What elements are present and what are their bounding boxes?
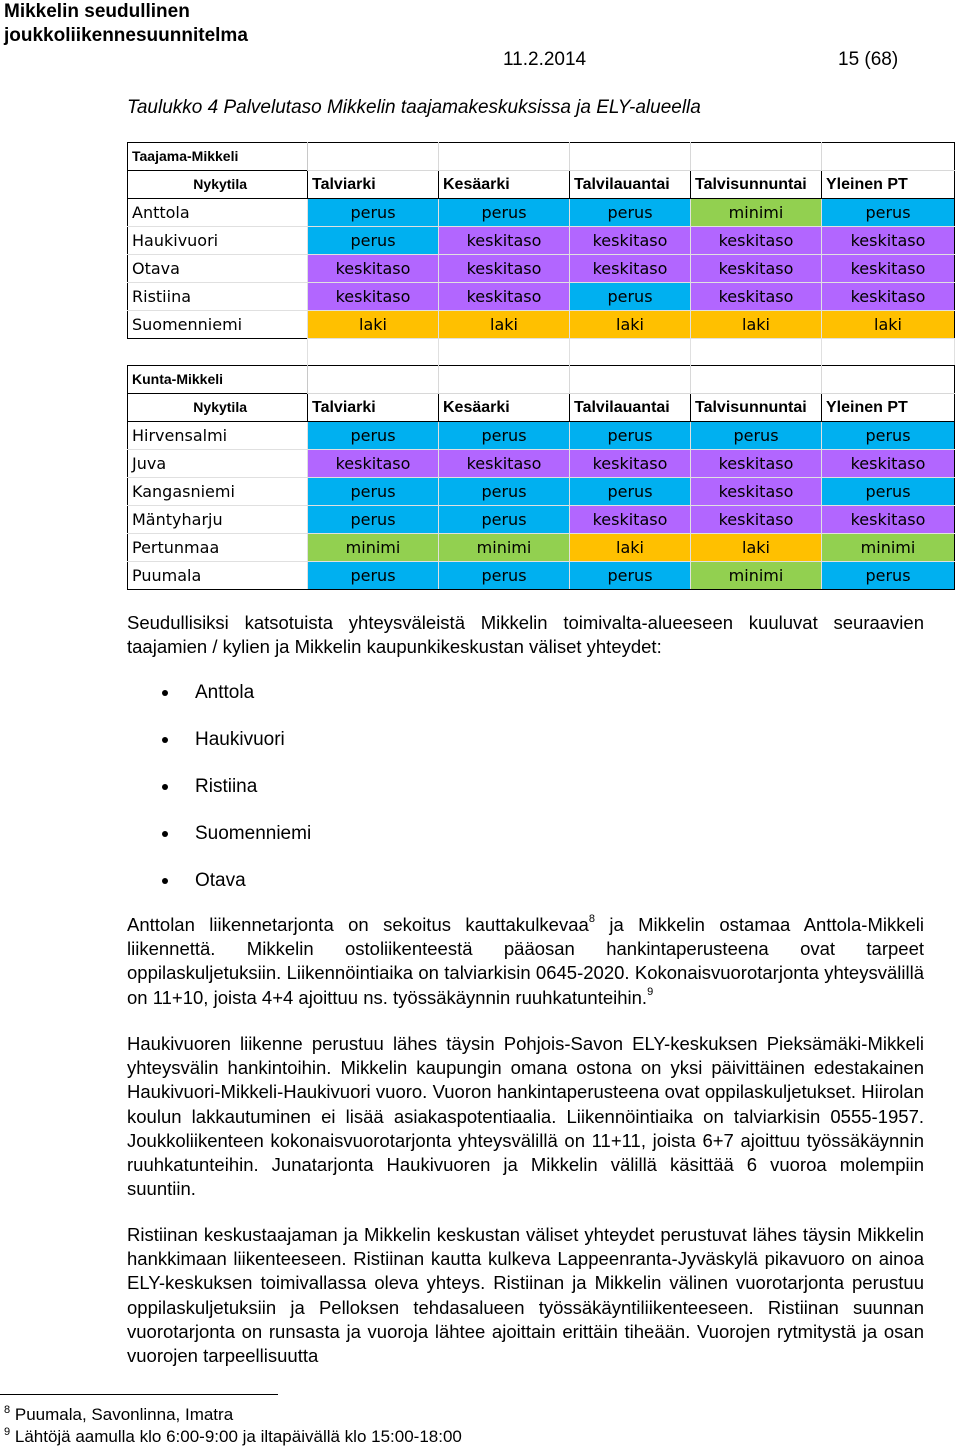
- list-item: [127, 775, 311, 822]
- service-level-cell: minimi: [691, 562, 822, 590]
- bullet-icon: [162, 690, 168, 696]
- service-level-cell: keskitaso: [691, 255, 822, 283]
- row-name: Otava: [128, 255, 308, 283]
- settlement-list: [127, 681, 311, 916]
- service-level-cell: keskitaso: [308, 283, 439, 311]
- service-level-cell: laki: [691, 311, 822, 339]
- service-level-cell: minimi: [439, 534, 570, 562]
- table-row: [128, 562, 955, 590]
- service-level-cell: perus: [308, 422, 439, 450]
- service-level-cell: perus: [691, 422, 822, 450]
- bullet-icon: [162, 878, 168, 884]
- row-name: Kangasniemi: [128, 478, 308, 506]
- column-header: Kesäarki: [439, 394, 570, 422]
- footnote-ref-9[interactable]: 9: [647, 985, 654, 998]
- paragraph-anttola: [127, 913, 924, 1010]
- footnote-9: [4, 1426, 462, 1448]
- table-row: [128, 506, 955, 534]
- row-header-nykytila: Nykytila: [128, 394, 308, 422]
- service-level-cell: perus: [308, 227, 439, 255]
- service-level-cell: perus: [439, 199, 570, 227]
- service-level-cell: keskitaso: [439, 450, 570, 478]
- service-level-cell: perus: [570, 283, 691, 311]
- service-level-cell: perus: [308, 478, 439, 506]
- header-page-number: 15 (68): [838, 49, 899, 70]
- table-title-blank-cell: [822, 366, 955, 394]
- table-row: [128, 422, 955, 450]
- row-name: Anttola: [128, 199, 308, 227]
- row-name: Pertunmaa: [128, 534, 308, 562]
- paragraph-anttola-part1: Anttolan liikennetarjonta on sekoitus kauttakulkevaa: [127, 914, 589, 935]
- table-row: [128, 255, 955, 283]
- service-level-cell: minimi: [822, 534, 955, 562]
- column-header: Yleinen PT: [822, 171, 955, 199]
- service-level-cell: keskitaso: [439, 255, 570, 283]
- row-header-nykytila: Nykytila: [128, 171, 308, 199]
- service-level-cell: perus: [570, 199, 691, 227]
- table-row: [128, 199, 955, 227]
- document-header-title: [4, 0, 248, 48]
- service-level-cell: laki: [691, 534, 822, 562]
- service-level-cell: perus: [439, 562, 570, 590]
- service-level-cell: keskitaso: [439, 227, 570, 255]
- table-spacer-row: [127, 338, 954, 366]
- service-level-cell: perus: [822, 422, 955, 450]
- paragraph-haukivuori: Haukivuoren liikenne perustuu lähes täysin Pohjois-Savon ELY-keskuksen Pieksämäki-Mikkeli yhteysvälin hankintoihin. Mikkelin kaupungin omana ostona on yksi päivittäinen edestakainen Haukivuori-Mikkeli-Haukivuori vuoro. Vuoron hankintaperusteena ovat oppilaskuljetukset. Hiirolan koulun lakkautuminen ei lisää asiakaspotentiaalia. Liikennöintiaika on talviarkisin 0555-1957. Joukkoliikenteen kokonaisvuorotarjonta yhteysvälillä on 11+11, joista 6+7 ajoittuu työssäkäynnin ruuhkatunteihin. Junatarjonta Haukivuoren ja Mikkelin välillä käsittää 6 vuoroa molempiin suuntiin.: [127, 1033, 924, 1200]
- list-item: [127, 728, 311, 775]
- service-level-cell: keskitaso: [822, 506, 955, 534]
- column-header: Talvilauantai: [570, 394, 691, 422]
- table-row: [128, 283, 955, 311]
- row-name: Puumala: [128, 562, 308, 590]
- service-level-cell: keskitaso: [822, 227, 955, 255]
- list-item-text: Otava: [195, 870, 246, 891]
- service-level-cell: keskitaso: [570, 227, 691, 255]
- service-level-cell: perus: [439, 506, 570, 534]
- service-level-cell: keskitaso: [822, 283, 955, 311]
- table-row: [128, 450, 955, 478]
- table-row: [128, 311, 955, 339]
- list-item: [127, 869, 311, 916]
- bullet-icon: [162, 737, 168, 743]
- service-level-table-taajama: [127, 142, 955, 339]
- column-header: Talvisunnuntai: [691, 394, 822, 422]
- table-title-blank-cell: [691, 366, 822, 394]
- table-title-blank-cell: [308, 366, 439, 394]
- service-level-cell: keskitaso: [691, 283, 822, 311]
- service-level-cell: perus: [439, 478, 570, 506]
- column-header: Talvilauantai: [570, 171, 691, 199]
- footnote-8-text: Puumala, Savonlinna, Imatra: [14, 1405, 234, 1424]
- service-level-cell: keskitaso: [691, 506, 822, 534]
- list-item: [127, 822, 311, 869]
- intro-paragraph: Seudullisiksi katsotuista yhteysväleistä Mikkelin toimivalta-alueeseen kuuluvat seuraavien taajamien / kylien ja Mikkelin kaupunkikeskustan väliset yhteydet:: [127, 612, 924, 658]
- footnote-9-text: Lähtöjä aamulla klo 6:00-9:00 ja iltapäivällä klo 15:00-18:00: [14, 1427, 462, 1446]
- footnote-8: [4, 1404, 233, 1426]
- list-item: [127, 681, 311, 728]
- service-level-cell: perus: [570, 478, 691, 506]
- service-level-cell: perus: [822, 562, 955, 590]
- bullet-icon: [162, 831, 168, 837]
- table-caption: Taulukko 4 Palvelutaso Mikkelin taajamakeskuksissa ja ELY-alueella: [127, 97, 701, 118]
- table-title-blank-cell: [691, 143, 822, 171]
- service-level-cell: perus: [308, 562, 439, 590]
- column-header: Yleinen PT: [822, 394, 955, 422]
- table-title: Kunta-Mikkeli: [128, 366, 308, 394]
- table-row: [128, 534, 955, 562]
- row-name: Hirvensalmi: [128, 422, 308, 450]
- service-level-cell: keskitaso: [439, 283, 570, 311]
- service-level-cell: keskitaso: [570, 506, 691, 534]
- footnote-ref-8[interactable]: 8: [588, 913, 595, 925]
- column-header: Talvisunnuntai: [691, 171, 822, 199]
- list-item-text: Suomenniemi: [195, 823, 312, 844]
- bullet-icon: [162, 784, 168, 790]
- column-header: Talviarki: [308, 394, 439, 422]
- service-level-cell: perus: [570, 562, 691, 590]
- service-level-table-kunta: [127, 365, 955, 590]
- service-level-cell: keskitaso: [308, 450, 439, 478]
- service-level-cell: laki: [308, 311, 439, 339]
- service-level-cell: keskitaso: [570, 450, 691, 478]
- list-item-text: Anttola: [195, 682, 255, 703]
- service-level-cell: keskitaso: [822, 255, 955, 283]
- table-title-blank-cell: [308, 143, 439, 171]
- column-header: Kesäarki: [439, 171, 570, 199]
- service-level-cell: perus: [308, 199, 439, 227]
- footnote-divider: [0, 1394, 278, 1395]
- row-name: Juva: [128, 450, 308, 478]
- service-level-cell: perus: [822, 478, 955, 506]
- service-level-cell: keskitaso: [308, 255, 439, 283]
- row-name: Ristiina: [128, 283, 308, 311]
- header-date: 11.2.2014: [503, 49, 587, 70]
- paragraph-anttola-part2: ja Mikkelin ostamaa Anttola-Mikkeli liikennettä. Mikkelin ostoliikenteestä pääosan hankintaperusteena ovat tarpeet oppilaskuljetuksiin. Liikennöintiaika on talviarkisin 0645-2020. Kokonaisvuorotarjonta yhteysvälillä on 11+10, joista 4+4 ajoittuu ns. työssäkäynnin ruuhkatunteihin.: [127, 914, 924, 1008]
- table-title-blank-cell: [570, 143, 691, 171]
- paragraph-ristiina: Ristiinan keskustaajaman ja Mikkelin keskustan väliset yhteydet perustuvat lähes täysin Mikkelin hankkimaan liikenteeseen. Ristiinan kautta kulkeva Lappeenranta-Jyväskylä pikavuoro on ainoa ELY-keskuksen toimivallassa oleva yhteys. Ristiinan ja Mikkelin välinen vuorotarjonta perustuu oppilaskuljetuksiin ja Pelloksen tehdasalueen työssäkäyntiliikenteeseen. Ristiinan suunnan vuorotarjonta on runsasta ja vuoroja lähtee ajoittain erittäin tiheään. Vuorojen rytmitystä ja osan vuorojen tarpeellisuutta: [127, 1224, 924, 1367]
- service-level-cell: minimi: [691, 199, 822, 227]
- service-level-cell: perus: [570, 422, 691, 450]
- table-row: [128, 227, 955, 255]
- service-level-cell: laki: [439, 311, 570, 339]
- header-title-line1: Mikkelin seudullinen: [4, 1, 190, 22]
- column-header: Talviarki: [308, 171, 439, 199]
- service-level-cell: perus: [822, 199, 955, 227]
- service-level-cell: perus: [439, 422, 570, 450]
- service-level-cell: keskitaso: [822, 450, 955, 478]
- table-title: Taajama-Mikkeli: [128, 143, 308, 171]
- service-level-cell: laki: [570, 534, 691, 562]
- row-name: Mäntyharju: [128, 506, 308, 534]
- header-title-line2: joukkoliikennesuunnitelma: [4, 25, 248, 46]
- service-level-cell: keskitaso: [570, 255, 691, 283]
- service-level-cell: keskitaso: [691, 450, 822, 478]
- service-level-cell: minimi: [308, 534, 439, 562]
- service-level-cell: laki: [570, 311, 691, 339]
- list-item-text: Haukivuori: [195, 729, 285, 750]
- service-level-cell: perus: [308, 506, 439, 534]
- table-title-blank-cell: [439, 143, 570, 171]
- list-item-text: Ristiina: [195, 776, 258, 797]
- table-row: [128, 478, 955, 506]
- footnote-8-number: 8: [4, 1404, 11, 1416]
- service-level-cell: laki: [822, 311, 955, 339]
- service-level-cell: keskitaso: [691, 478, 822, 506]
- footnote-9-number: 9: [4, 1426, 11, 1438]
- row-name: Suomenniemi: [128, 311, 308, 339]
- service-level-cell: keskitaso: [691, 227, 822, 255]
- table-title-blank-cell: [570, 366, 691, 394]
- row-name: Haukivuori: [128, 227, 308, 255]
- table-title-blank-cell: [439, 366, 570, 394]
- table-title-blank-cell: [822, 143, 955, 171]
